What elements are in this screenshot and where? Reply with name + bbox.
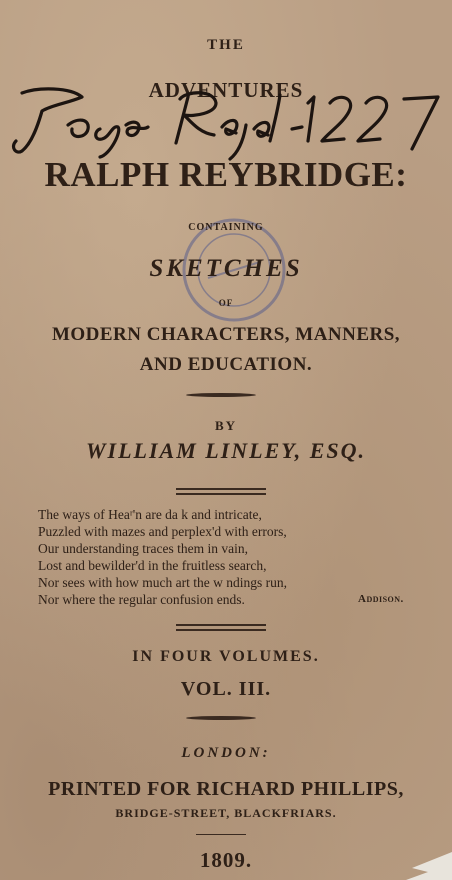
epigraph-line: Our understanding traces them in vain, xyxy=(38,541,248,556)
double-rule-bottom xyxy=(176,629,266,631)
epigraph-line: Nor sees with how much art the w ndings run, xyxy=(38,575,287,590)
volumes-count: IN FOUR VOLUMES. xyxy=(132,648,320,665)
subtitle-line-1: MODERN CHARACTERS, MANNERS, xyxy=(51,324,401,345)
epigraph-line: The ways of Heaʳ'n are da k and intricate, xyxy=(38,507,262,522)
author-name: WILLIAM LINLEY, ESQ. xyxy=(85,438,366,463)
ornamental-rule xyxy=(186,716,256,720)
title-adventures: ADVENTURES xyxy=(148,78,304,102)
double-rule-top xyxy=(176,624,266,626)
epigraph xyxy=(38,506,428,608)
epigraph-line: Nor where the regular confusion ends. xyxy=(38,592,245,607)
double-rule-top xyxy=(176,488,266,490)
divider xyxy=(196,834,246,835)
epigraph-line: Lost and bewilder'd in the fruitless search, xyxy=(38,558,267,573)
handwritten-signature xyxy=(8,85,448,165)
sketches-heading: SKETCHES xyxy=(149,255,303,282)
by-label: BY xyxy=(214,418,238,433)
epigraph-attribution: Addison. xyxy=(358,593,404,605)
imprint-city: LONDON: xyxy=(181,745,271,761)
epigraph-line: Puzzled with mazes and perplex'd with errors, xyxy=(38,524,287,539)
subtitle-line-2: AND EDUCATION. xyxy=(139,354,313,375)
imprint-printer: PRINTED FOR RICHARD PHILLIPS, xyxy=(48,778,404,800)
paper-tear xyxy=(392,840,452,880)
title-hero: RALPH REYBRIDGE: xyxy=(44,155,408,194)
imprint-address: BRIDGE-STREET, BLACKFRIARS. xyxy=(115,806,337,820)
publication-year: 1809. xyxy=(199,848,253,872)
ornamental-rule xyxy=(186,393,256,397)
volume-number: VOL. III. xyxy=(180,678,272,700)
containing-label: CONTAINING xyxy=(188,222,264,233)
double-rule-bottom xyxy=(176,493,266,495)
of-label: OF xyxy=(218,298,234,308)
title-the: THE xyxy=(207,37,245,53)
